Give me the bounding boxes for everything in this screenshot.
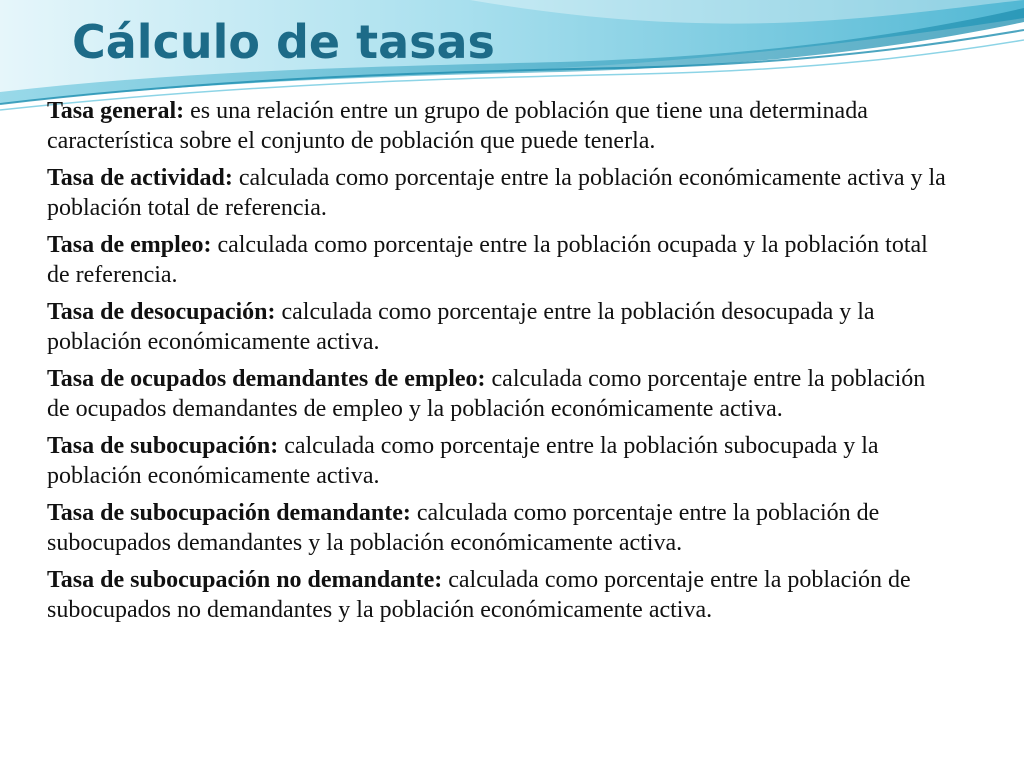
definition-tasa-subocupacion-no-demandante bbox=[47, 565, 947, 625]
definition-term: Tasa de subocupación: bbox=[47, 433, 279, 459]
definition-term: Tasa de desocupación: bbox=[47, 299, 276, 325]
definition-text: calculada como porcentaje entre la población ocupada y la población total de referencia. bbox=[47, 232, 928, 288]
definitions-list bbox=[47, 96, 947, 632]
definition-term: Tasa de empleo: bbox=[47, 232, 212, 258]
definition-text: calculada como porcentaje entre la población económicamente activa y la población total de referencia. bbox=[47, 165, 946, 221]
definition-tasa-actividad bbox=[47, 163, 947, 223]
definition-term: Tasa de subocupación no demandante: bbox=[47, 567, 443, 593]
definition-text: es una relación entre un grupo de población que tiene una determinada característica sobre el conjunto de población que puede tenerla. bbox=[47, 98, 868, 154]
definition-tasa-subocupacion bbox=[47, 431, 947, 491]
definition-tasa-empleo bbox=[47, 230, 947, 290]
definition-tasa-subocupacion-demandante bbox=[47, 498, 947, 558]
definition-text: calculada como porcentaje entre la población de ocupados demandantes de empleo y la población económicamente activa. bbox=[47, 366, 926, 422]
definition-text: calculada como porcentaje entre la población de subocupados no demandantes y la población económicamente activa. bbox=[47, 567, 911, 623]
definition-tasa-general bbox=[47, 96, 947, 156]
definition-term: Tasa general: bbox=[47, 98, 185, 124]
definition-text: calculada como porcentaje entre la población subocupada y la población económicamente activa. bbox=[47, 433, 879, 489]
definition-term: Tasa de ocupados demandantes de empleo: bbox=[47, 366, 486, 392]
definition-text: calculada como porcentaje entre la población desocupada y la población económicamente activa. bbox=[47, 299, 875, 355]
definition-tasa-ocupados-demandantes bbox=[47, 364, 947, 424]
definition-tasa-desocupacion bbox=[47, 297, 947, 357]
definition-term: Tasa de subocupación demandante: bbox=[47, 500, 411, 526]
definition-term: Tasa de actividad: bbox=[47, 165, 233, 191]
definition-text: calculada como porcentaje entre la población de subocupados demandantes y la población económicamente activa. bbox=[47, 500, 880, 556]
slide-title: Cálculo de tasas bbox=[72, 15, 495, 69]
